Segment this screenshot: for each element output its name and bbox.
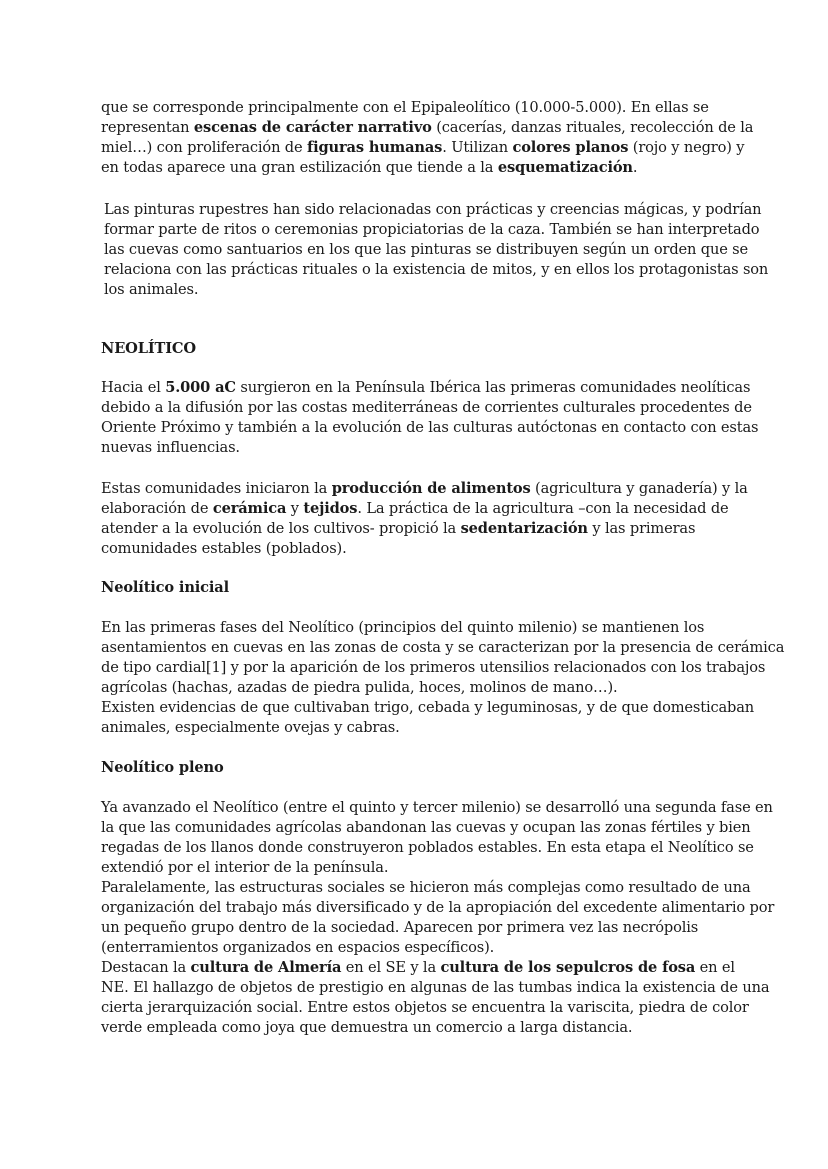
text-line xyxy=(101,1018,741,1038)
bold-term: esquematización xyxy=(497,159,633,176)
text-run: en el SE y la xyxy=(341,959,441,976)
text-run: cierta jerarquización social. Entre estos objetos se encuentra la variscita, piedra de color xyxy=(101,999,749,1016)
paragraph-produccion-alimentos xyxy=(101,479,748,559)
text-line xyxy=(101,898,775,918)
text-run: Oriente Próximo y también a la evolución de las culturas autóctonas en contacto con estas xyxy=(101,419,759,436)
text-line xyxy=(101,539,741,559)
text-line xyxy=(101,958,741,978)
text-run: Paralelamente, las estructuras sociales se hicieron más complejas como resultado de una xyxy=(101,879,751,896)
text-line xyxy=(101,519,741,539)
text-line xyxy=(104,200,762,220)
text-line xyxy=(101,638,785,658)
paragraph-neolitico-inicial xyxy=(101,618,785,738)
text-run: en todas aparece una gran estilización que tiende a la xyxy=(101,159,498,176)
bold-term: cerámica xyxy=(212,500,287,517)
text-run: relaciona con las prácticas rituales o la existencia de mitos, y en ellos los protagonistas son xyxy=(104,261,769,278)
text-line xyxy=(101,98,741,118)
text-run: Estas comunidades iniciaron la xyxy=(101,480,332,497)
text-line xyxy=(101,138,745,158)
text-run: (agricultura y ganadería) y la xyxy=(530,480,748,497)
bold-term: tejidos xyxy=(303,500,358,517)
text-line xyxy=(101,818,751,838)
bold-term: cultura de los sepulcros de fosa xyxy=(440,959,696,976)
text-line xyxy=(104,240,749,260)
heading-neolitico-inicial: Neolítico inicial xyxy=(101,579,230,596)
text-run: En las primeras fases del Neolítico (principios del quinto milenio) se mantienen los xyxy=(101,619,705,636)
text-line xyxy=(104,280,744,300)
text-line xyxy=(101,858,741,878)
text-run: y xyxy=(286,500,304,517)
text-run: (enterramientos organizados en espacios específicos). xyxy=(101,939,495,956)
paragraph-epipaleolitico xyxy=(101,98,754,178)
text-line xyxy=(101,998,749,1018)
text-run: NE. El hallazgo de objetos de prestigio en algunas de las tumbas indica la existencia de una xyxy=(101,979,770,996)
bold-term: escenas de carácter narrativo xyxy=(193,119,432,136)
text-line xyxy=(101,418,759,438)
text-line xyxy=(101,918,741,938)
text-line xyxy=(101,878,751,898)
text-run: debido a la difusión por las costas mediterráneas de corrientes culturales procedentes de xyxy=(101,399,752,416)
heading-neolitico-pleno: Neolítico pleno xyxy=(101,759,224,776)
text-run: verde empleada como joya que demuestra un comercio a larga distancia. xyxy=(101,1019,633,1036)
text-line xyxy=(101,838,754,858)
text-run: (cacerías, danzas rituales, recolección de la xyxy=(431,119,754,136)
text-line xyxy=(101,938,741,958)
text-run: la que las comunidades agrícolas abandonan las cuevas y ocupan las zonas fértiles y bien xyxy=(101,819,751,836)
text-line xyxy=(101,698,755,718)
bold-term: producción de alimentos xyxy=(331,480,531,497)
text-line xyxy=(101,378,751,398)
paragraph-neolitico-intro xyxy=(101,378,759,458)
bold-term: cultura de Almería xyxy=(190,959,342,976)
text-line xyxy=(101,398,752,418)
text-line xyxy=(101,658,766,678)
paragraph-pinturas-rupestres xyxy=(104,200,769,300)
text-run: . Utilizan xyxy=(442,139,513,156)
text-run: y las primeras xyxy=(587,520,696,537)
text-run: regadas de los llanos donde construyeron poblados estables. En esta etapa el Neolítico se xyxy=(101,839,754,856)
text-run: agrícolas (hachas, azadas de piedra pulida, hoces, molinos de mano…). xyxy=(101,679,618,696)
text-line xyxy=(101,438,741,458)
text-line xyxy=(101,798,773,818)
text-run: surgieron en la Península Ibérica las primeras comunidades neolíticas xyxy=(235,379,751,396)
text-line xyxy=(101,499,741,519)
text-line xyxy=(101,479,748,499)
text-run: organización del trabajo más diversificado y de la apropiación del excedente alimentario por xyxy=(101,899,775,916)
text-line xyxy=(101,718,741,738)
text-line xyxy=(104,260,769,280)
paragraph-neolitico-pleno xyxy=(101,798,775,1038)
text-run: . La práctica de la agricultura –con la necesidad de xyxy=(357,500,729,517)
bold-term: figuras humanas xyxy=(306,139,443,156)
text-run: Las pinturas rupestres han sido relacionadas con prácticas y creencias mágicas, y podrían xyxy=(104,201,762,218)
text-line xyxy=(101,978,770,998)
heading-neolitico: NEOLÍTICO xyxy=(101,340,196,357)
bold-term: colores planos xyxy=(512,139,629,156)
text-line xyxy=(101,158,741,178)
text-run: formar parte de ritos o ceremonias propiciatorias de la caza. También se han interpretado xyxy=(104,221,760,238)
text-run: nuevas influencias. xyxy=(101,439,240,456)
text-line xyxy=(104,220,760,240)
bold-term: sedentarización xyxy=(460,520,588,537)
text-run: en el xyxy=(695,959,735,976)
text-run: de tipo cardial[1] y por la aparición de los primeros utensilios relacionados con los trabajos xyxy=(101,659,766,676)
text-run: que se corresponde principalmente con el Epipaleolítico (10.000-5.000). En ellas se xyxy=(101,99,709,116)
text-run: comunidades estables (poblados). xyxy=(101,540,347,557)
text-run: (rojo y negro) y xyxy=(628,139,745,156)
bold-term: 5.000 aC xyxy=(165,379,236,396)
text-run: Destacan la xyxy=(101,959,191,976)
text-run: asentamientos en cuevas en las zonas de costa y se caracterizan por la presencia de cerámica xyxy=(101,639,785,656)
text-run: Ya avanzado el Neolítico (entre el quinto y tercer milenio) se desarrolló una segunda fase en xyxy=(101,799,773,816)
text-run: un pequeño grupo dentro de la sociedad. Aparecen por primera vez las necrópolis xyxy=(101,919,699,936)
text-run: Hacia el xyxy=(101,379,166,396)
text-run: Existen evidencias de que cultivaban trigo, cebada y leguminosas, y de que domesticaban xyxy=(101,699,755,716)
text-run: las cuevas como santuarios en los que las pinturas se distribuyen según un orden que se xyxy=(104,241,749,258)
text-run: elaboración de xyxy=(101,500,213,517)
text-run: los animales. xyxy=(104,281,199,298)
text-run: atender a la evolución de los cultivos- propició la xyxy=(101,520,461,537)
text-line xyxy=(101,618,741,638)
text-run: . xyxy=(632,159,638,176)
text-run: miel…) con proliferación de xyxy=(101,139,307,156)
text-run: extendió por el interior de la península. xyxy=(101,859,389,876)
text-line xyxy=(101,118,754,138)
text-run: representan xyxy=(101,119,194,136)
text-line xyxy=(101,678,741,698)
text-run: animales, especialmente ovejas y cabras. xyxy=(101,719,400,736)
